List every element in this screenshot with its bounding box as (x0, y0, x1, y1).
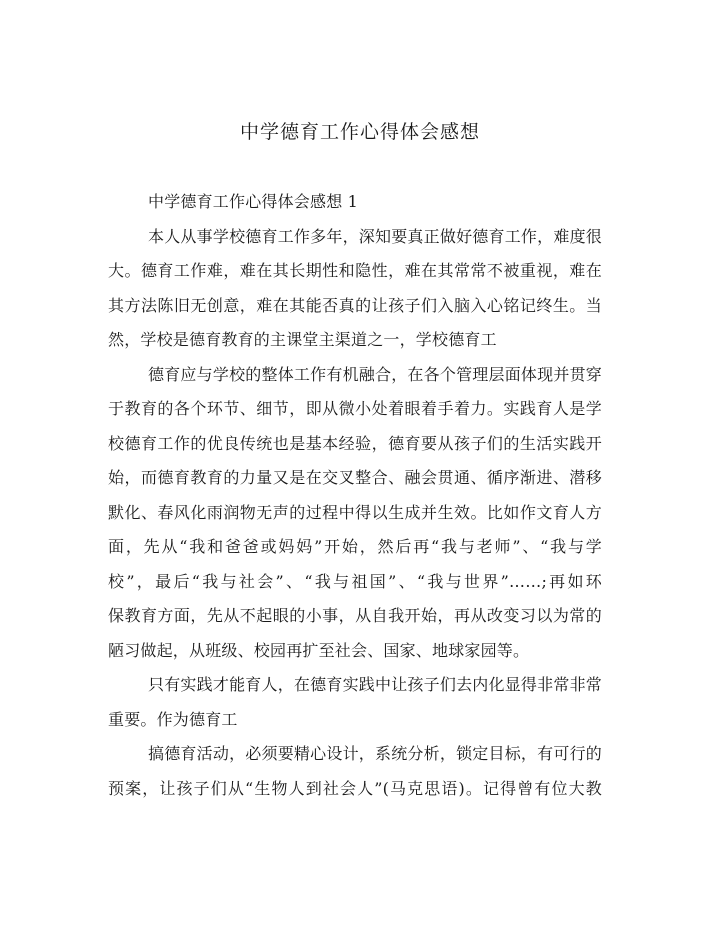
paragraph-line: 始，而德育教育的力量又是在交叉整合、融会贯通、循序渐进、潜移 (108, 468, 602, 487)
paragraph-line: 默化、春风化雨润物无声的过程中得以生成并生效。比如作文育人方 (108, 502, 602, 522)
paragraph-line: 保教育方面，先从不起眼的小事，从自我开始，再从改变习以为常的 (108, 606, 602, 625)
paragraph-line: 德育应与学校的整体工作有机融合，在各个管理层面体现并贯穿 (148, 364, 602, 384)
paragraph-line: 陋习做起，从班级、校园再扩至社会、国家、地球家园等。 (108, 640, 530, 660)
paragraph-line: 其方法陈旧无创意，难在其能否真的让孩子们入脑入心铭记终生。当 (108, 295, 602, 315)
paragraph-line: 预案，让孩子们从“生物人到社会人”(马克思语)。记得曾有位大教 (108, 778, 602, 798)
document-body (108, 185, 602, 806)
paragraph-line: 大。德育工作难，难在其长期性和隐性，难在其常常不被重视，难在 (108, 261, 602, 280)
paragraph-line: 搞德育活动，必须要精心设计，系统分析，锁定目标，有可行的 (148, 744, 602, 763)
paragraph-line: 然，学校是德育教育的主课堂主渠道之一，学校德育工 (108, 330, 497, 349)
paragraph-line: 校”，最后“我与社会”、“我与祖国”、“我与世界”……;再如环 (108, 571, 602, 591)
paragraph-line: 本人从事学校德育工作多年，深知要真正做好德育工作，难度很 (148, 226, 602, 246)
document-title: 中学德育工作心得体会感想 (239, 121, 480, 143)
paragraph-line: 面，先从“我和爸爸或妈妈”开始，然后再“我与老师”、“我与学 (108, 537, 602, 556)
paragraph-line: 重要。作为德育工 (108, 709, 238, 729)
paragraph-line: 于教育的各个环节、细节，即从微小处着眼着手着力。实践育人是学 (108, 399, 602, 418)
paragraph-line: 只有实践才能育人，在德育实践中让孩子们去内化显得非常非常 (148, 675, 602, 694)
section-heading: 中学德育工作心得体会感想 1 (148, 192, 359, 211)
paragraph-line: 校德育工作的优良传统也是基本经验，德育要从孩子们的生活实践开 (108, 433, 602, 453)
